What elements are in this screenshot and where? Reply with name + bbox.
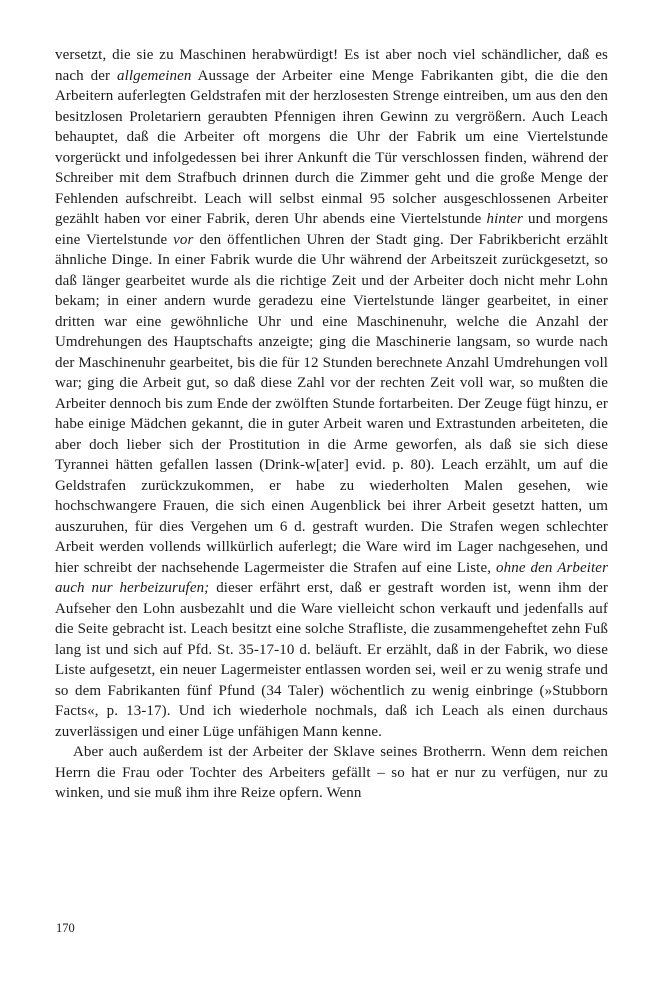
- text-run: versetzt, die sie zu Maschinen herabwürdigt! Es ist aber noch viel schändlicher, daß es nach der: [55, 47, 608, 84]
- text-run: Aber auch außerdem ist der Arbeiter der Sklave seines Brotherrn. Wenn dem reichen Herrn die Frau oder Tochter des Arbeiters gefällt – so hat er nur zu verfügen, nur zu winken, und sie muß ihm ihre Reize opfern. Wenn: [55, 744, 608, 801]
- text-run: den öffentlichen Uhren der Stadt ging. Der Fabrikbericht erzählt ähnliche Dinge. In einer Fabrik wurde die Uhr während der Arbeitszeit zurückgesetzt, so daß länger gearbeitet wurde als die richtige Zeit und der Arbeiter doch nicht mehr Lohn bekam; in einer andern wurde geradezu eine Viertelstunde länger gearbeitet, in einer dritten war eine gewöhnliche Uhr und eine Maschinenuhr, welche die Anzahl der Umdrehungen des Hauptschafts anzeigte; ging die Maschinerie langsam, so wurde nach der Maschinenuhr gearbeitet, bis die für 12 Stunden berechnete Anzahl Umdrehungen voll war; ging die Arbeit gut, so daß diese Zahl vor der rechten Zeit voll war, so mußten die Arbeiter dennoch bis zum Ende der zwölften Stunde fortarbeiten. Der Zeuge fügt hinzu, er habe einige Mädchen gekannt, die in guter Arbeit waren und Extrastunden arbeiteten, die aber doch lieber sich der Prostitution in die Arme geworfen, als daß sie sich diese Tyrannei hätten gefallen lassen (Drink-w[ater] evid. p. 80). Leach erzählt, um auf die Geldstrafen zurückzukommen, er habe zu wiederholten Malen gesehen, wie hochschwangere Frauen, die sich einen Augenblick bei ihrer Arbeit gesetzt hatten, um auszuruhen, für dies Vergehen um 6 d. gestraft wurden. Die Strafen wegen schlechter Arbeit werden vollends willkürlich auferlegt; die Ware wird im Lager nachgesehen, und hier schreibt der nachsehende Lagermeister die Strafen auf eine Liste,: [55, 231, 608, 576]
- text-run: und morgens eine Viertelstunde: [55, 211, 608, 248]
- italic-text-run: ohne den Arbeiter auch nur herbeizurufen;: [55, 559, 609, 596]
- page-text: [55, 45, 608, 804]
- italic-text-run: hinter: [486, 211, 523, 227]
- paragraph: [55, 742, 608, 804]
- italic-text-run: allgemeinen: [117, 67, 192, 84]
- paragraph: [55, 45, 608, 742]
- text-run: dieser erfährt erst, daß er gestraft worden ist, wenn ihm der Aufseher den Lohn ausbezahlt und die Ware vielleicht schon verkauft und jedenfalls auf die Seite gebracht ist. Leach besitzt eine solche Strafliste, die zusammengeheftet zehn Fuß lang ist und sich auf Pfd. St. 35-17-10 d. beläuft. Er erzählt, daß in der Fabrik, wo diese Liste aufgesetzt, ein neuer Lagermeister entlassen worden sei, weil er zu wenig strafe und so dem Fabrikanten fünf Pfund (34 Taler) wöchentlich zu wenig einbringe (»Stubborn Facts«, p. 13-17). Und ich wiederhole nochmals, daß ich Leach als einen durchaus zuverlässigen und einer Lüge unfähigen Mann kenne.: [55, 580, 608, 740]
- italic-text-run: vor: [173, 231, 194, 248]
- page-number: 170: [56, 921, 75, 935]
- text-run: Aussage der Arbeiter eine Menge Fabrikanten gibt, die die den Arbeitern auferlegten Geldstrafen mit der herzlosesten Strenge eintreiben, um aus den den besitzlosen Proletariern geraubten Pfennigen ihren Gewinn zu vergrößern. Auch Leach behauptet, daß die Arbeiter oft morgens die Uhr der Fabrik um eine Viertelstunde vorgerückt und infolgedessen bei ihrer Ankunft die Tür verschlossen finden, während der Schreiber mit dem Strafbuch drinnen durch die Zimmer geht und die große Menge der Fehlenden aufschreibt. Leach will selbst einmal 95 solcher ausgeschlossenen Arbeiter gezählt haben vor einer Fabrik, deren Uhr abends eine Viertelstunde: [55, 67, 608, 227]
